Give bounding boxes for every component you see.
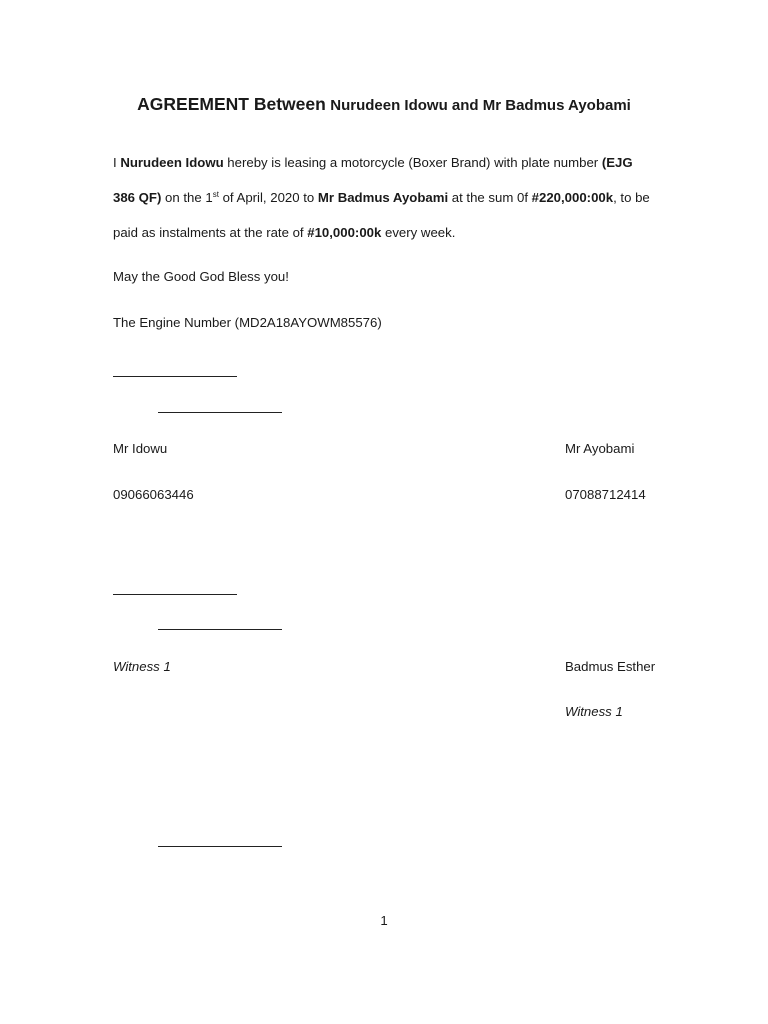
text-segment: on the 1: [161, 190, 213, 205]
signature-line-lessee: [158, 412, 282, 413]
lessor-phone: 09066063446: [113, 487, 194, 502]
text-segment: every week.: [381, 225, 456, 240]
plate-number: (EJG 386 QF): [113, 155, 633, 205]
signature-line-witness-left: [113, 594, 237, 595]
title-main: AGREEMENT Between: [137, 94, 326, 114]
blessing-line: May the Good God Bless you!: [113, 269, 289, 284]
lessor-signatory-name: Mr Idowu: [113, 441, 168, 456]
lessor-name: Nurudeen Idowu: [120, 155, 224, 170]
title-parties: Nurudeen Idowu and Mr Badmus Ayobami: [330, 97, 631, 114]
signature-line-lessor: [113, 376, 237, 377]
text-segment: of April, 2020 to: [218, 190, 318, 205]
page-title: [0, 94, 768, 115]
total-sum: #220,000:00k: [531, 190, 614, 205]
date-ordinal: st: [212, 190, 219, 199]
engine-number-line: The Engine Number (MD2A18AYOWM85576): [113, 315, 382, 330]
agreement-paragraph: [113, 145, 658, 250]
text-segment: I: [113, 155, 121, 170]
text-segment: , to be paid as instalments at the rate of: [113, 190, 650, 240]
lessee-phone: 07088712414: [565, 487, 646, 502]
page-number: 1: [380, 913, 388, 928]
lessee-name: Mr Badmus Ayobami: [317, 190, 449, 205]
lessee-signatory-name: Mr Ayobami: [565, 441, 635, 456]
witness-right-name: Badmus Esther: [565, 659, 656, 674]
text-segment: at the sum 0f: [448, 190, 532, 205]
witness-right-label: Witness 1: [565, 704, 623, 719]
signature-line-witness-right: [158, 629, 282, 630]
signature-line-extra: [158, 846, 282, 847]
weekly-rate: #10,000:00k: [307, 225, 382, 240]
witness-left-label: Witness 1: [113, 659, 171, 674]
text-segment: hereby is leasing a motorcycle (Boxer Brand) with plate number: [223, 155, 602, 170]
